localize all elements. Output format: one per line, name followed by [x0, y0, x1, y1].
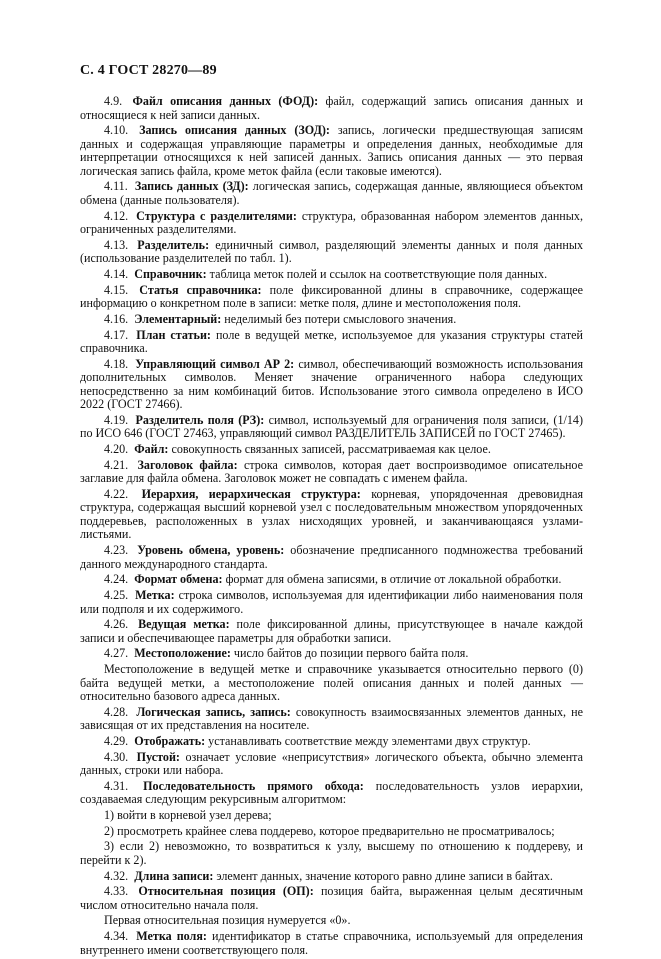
clause-number: 4.24.: [104, 572, 129, 587]
clause-number: 4.31.: [104, 778, 129, 793]
definition-text: поле фиксированной длины в справочнике, содержащее информацию о конкретном поле в записи: метке поля, длине и местоположения поля.: [80, 282, 583, 311]
definition-paragraph: [80, 239, 583, 266]
defined-term: Запись данных (ЗД):: [134, 179, 249, 194]
definition-paragraph: [80, 414, 583, 441]
clause-number: 4.32.: [104, 868, 129, 883]
definition-paragraph: [80, 443, 583, 457]
defined-term: Разделитель поля (РЗ):: [135, 412, 265, 427]
clause-number: 4.13.: [104, 237, 129, 252]
defined-term: Формат обмена:: [134, 572, 223, 587]
defined-term: Статья справочника:: [139, 282, 262, 297]
definition-paragraph: [80, 930, 583, 957]
definition-text: неделимый без потери смыслового значения.: [224, 311, 457, 326]
definition-paragraph: [80, 358, 583, 412]
defined-term: Файл описания данных (ФОД):: [132, 94, 319, 108]
clause-number: 4.33.: [104, 884, 129, 899]
clause-number: 4.15.: [104, 282, 129, 297]
clause-number: 4.14.: [104, 266, 129, 281]
definition-text: строка символов, которая дает воспроизводимое описательное заглавие для файла обмена. Заголовок может не совпадать с именем файла.: [80, 457, 583, 486]
continuation-paragraph: [80, 663, 583, 704]
definition-text: строка символов, используемая для идентификации либо наименования поля или подполя и их содержимого.: [80, 588, 583, 616]
defined-term: Элементарный:: [134, 311, 222, 326]
definition-text: Местоположение в ведущей метке и справочнике указывается относительно первого (0) байта ведущей метки, а местоположение полей описания данных и полей данных — относительно базового адреса данных.: [80, 662, 583, 704]
clause-number: 4.18.: [104, 356, 129, 371]
defined-term: Относительная позиция (ОП):: [138, 884, 314, 899]
definition-paragraph: [80, 210, 583, 237]
definition-text: устанавливать соответствие между элементами двух структур.: [208, 733, 531, 748]
defined-term: Метка:: [135, 588, 175, 602]
document-body: [80, 95, 583, 959]
definition-paragraph: [80, 647, 583, 661]
defined-term: Заголовок файла:: [137, 457, 238, 472]
defined-term: Длина записи:: [134, 868, 214, 883]
definition-paragraph: [80, 488, 583, 542]
definition-paragraph: [80, 124, 583, 178]
continuation-paragraph: [80, 840, 583, 867]
defined-term: Отображать:: [134, 733, 206, 748]
definition-paragraph: [80, 268, 583, 282]
clause-number: 4.27.: [104, 646, 129, 661]
definition-text: Первая относительная позиция нумеруется «0».: [104, 913, 351, 928]
definition-text: единичный символ, разделяющий элементы данных и поля данных (использование разделителей по табл. 1).: [80, 237, 584, 266]
clause-number: 4.29.: [104, 733, 129, 748]
definition-text: 2) просмотреть крайнее слева поддерево, которое предварительно не просматривалось;: [104, 823, 555, 838]
clause-number: 4.9.: [104, 94, 123, 108]
defined-term: План статьи:: [136, 327, 211, 342]
definition-text: формат для обмена записями, в отличие от локальной обработки.: [225, 572, 562, 587]
definition-text: 3) если 2) невозможно, то возвратиться к узлу, высшему по отношению к поддереву, и перейти к 2).: [80, 839, 583, 867]
continuation-paragraph: [80, 914, 583, 928]
clause-number: 4.26.: [104, 617, 129, 632]
clause-number: 4.19.: [104, 412, 129, 427]
definition-text: совокупность взаимосвязанных элементов данных, не зависящая от их представления на носителе.: [80, 704, 584, 733]
defined-term: Файл:: [134, 442, 169, 457]
definition-paragraph: [80, 544, 583, 571]
definition-paragraph: [80, 870, 583, 884]
definition-text: поле фиксированной длины, присутствующее в начале каждой записи и обеспечивающее параметры для обработки записи.: [80, 617, 584, 645]
defined-term: Пустой:: [136, 749, 180, 764]
defined-term: Ведущая метка:: [138, 617, 230, 632]
clause-number: 4.11.: [104, 179, 128, 194]
defined-term: Последовательность прямого обхода:: [143, 778, 364, 793]
clause-number: 4.17.: [104, 327, 129, 342]
clause-number: 4.30.: [104, 749, 129, 764]
definition-text: файл, содержащий запись описания данных и относящиеся к ней записи данных.: [80, 94, 583, 122]
definition-paragraph: [80, 459, 583, 486]
defined-term: Разделитель:: [137, 237, 210, 252]
clause-number: 4.21.: [104, 457, 129, 472]
definition-paragraph: [80, 885, 583, 912]
definition-paragraph: [80, 573, 583, 587]
clause-number: 4.25.: [104, 588, 129, 602]
definition-text: символ, обеспечивающий возможность использования дополнительных символов. Меняет значение ограниченного набора следующих непосредственно за ним комбинаций битов. Использование этого символа определено в ИСО 2022 (ГОСТ 27466).: [80, 356, 584, 412]
definition-paragraph: [80, 589, 583, 616]
definition-text: 1) войти в корневой узел дерева;: [104, 808, 272, 822]
definition-paragraph: [80, 329, 583, 356]
definition-text: таблица меток полей и ссылок на соответствующие поля данных.: [209, 266, 548, 281]
definition-paragraph: [80, 780, 583, 807]
defined-term: Запись описания данных (ЗОД):: [139, 123, 330, 138]
defined-term: Метка поля:: [136, 929, 207, 944]
definition-text: последовательность узлов иерархии, создаваемая следующим рекурсивным алгоритмом:: [80, 778, 583, 807]
continuation-paragraph: [80, 809, 583, 823]
clause-number: 4.12.: [104, 208, 129, 223]
definition-paragraph: [80, 735, 583, 749]
definition-text: число байтов до позиции первого байта поля.: [233, 646, 469, 661]
definition-text: символ, используемый для ограничения поля записи, (1/14) по ИСО 646 (ГОСТ 27463, управляющий символ РАЗДЕЛИТЕЛЬ ЗАПИСЕЙ по ГОСТ 27465).: [80, 412, 583, 441]
defined-term: Структура с разделителями:: [136, 208, 297, 223]
definition-paragraph: [80, 751, 583, 778]
definition-paragraph: [80, 706, 583, 733]
definition-text: поле в ведущей метке, используемое для указания структуры статей справочника.: [80, 327, 583, 355]
definition-paragraph: [80, 284, 583, 311]
clause-number: 4.20.: [104, 442, 129, 457]
definition-paragraph: [80, 313, 583, 327]
defined-term: Иерархия, иерархическая структура:: [141, 486, 361, 501]
definition-text: логическая запись, содержащая данные, являющиеся объектом обмена (данные пользователя).: [80, 179, 583, 207]
definition-text: элемент данных, значение которого равно длине записи в байтах.: [216, 868, 553, 883]
definition-paragraph: [80, 618, 583, 645]
definition-paragraph: [80, 180, 583, 207]
definition-text: обозначение предписанного подмножества требований данного международного стандарта.: [80, 543, 583, 571]
clause-number: 4.28.: [104, 704, 129, 719]
defined-term: Справочник:: [134, 266, 207, 281]
definition-text: структура, образованная набором элементов данных, ограниченных разделителями.: [80, 208, 583, 237]
defined-term: Уровень обмена, уровень:: [137, 543, 285, 558]
clause-number: 4.34.: [104, 929, 129, 944]
page-header: С. 4 ГОСТ 28270—89: [80, 63, 217, 78]
definition-text: позиция байта, выраженная целым десятичным числом относительно начала поля.: [80, 884, 584, 912]
definition-text: запись, логически предшествующая записям данных и содержащая управляющие параметры и определения данных, необходимые для интерпретации относящихся к ней записей данных. Запись описания данных — это первая логическая запись файла, кроме меток файла (если таковые имеются).: [80, 123, 584, 178]
definition-text: корневая, упорядоченная древовидная структура, содержащая высший корневой узел с последовательным множеством упорядоченных поддеревьев, расположенных в узлах нисходящих уровней, и заканчивающаяся узлами-листьями.: [80, 486, 584, 542]
defined-term: Местоположение:: [134, 646, 231, 661]
definition-paragraph: [80, 95, 583, 122]
defined-term: Управляющий символ АР 2:: [135, 356, 295, 371]
definition-text: идентификатор в статье справочника, используемый для определения внутреннего имени соответствующего поля.: [80, 929, 583, 957]
clause-number: 4.23.: [104, 543, 129, 558]
continuation-paragraph: [80, 825, 583, 839]
clause-number: 4.16.: [104, 311, 129, 326]
clause-number: 4.10.: [104, 123, 129, 138]
definition-text: совокупность связанных записей, рассматриваемая как целое.: [171, 442, 491, 457]
definition-text: означает условие «неприсутствия» логического объекта, обычно элемента данных, строки или набора.: [80, 749, 583, 778]
clause-number: 4.22.: [104, 486, 129, 501]
defined-term: Логическая запись, запись:: [136, 704, 291, 719]
